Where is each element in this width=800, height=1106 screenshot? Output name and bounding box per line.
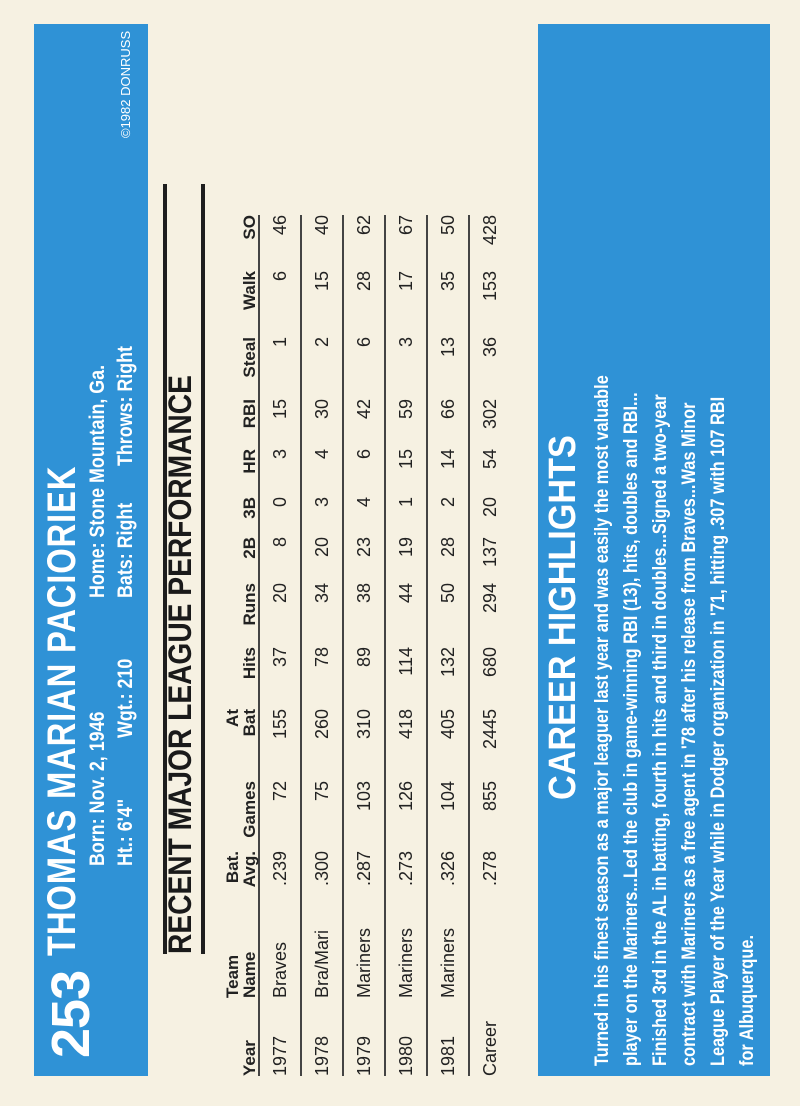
stats-cell-hits: 680 — [469, 647, 510, 709]
highlights-line: player on the Mariners...Led the club in game-winning RBI (13), hits, doubles and RBI... — [621, 392, 642, 1066]
stats-title: RECENT MAJOR LEAGUE PERFORMANCE — [162, 375, 198, 954]
card-number: 253 — [41, 970, 101, 1058]
stats-cell-rbi: 30 — [301, 399, 343, 449]
stats-cell-avg: .278 — [469, 851, 510, 906]
header-games: Games — [240, 781, 259, 838]
highlights-line: for Albuquerque. — [737, 934, 758, 1066]
stats-cell-doubles: 19 — [385, 537, 427, 583]
stats-cell-triples: 4 — [343, 497, 385, 537]
stats-cell-ab: 405 — [427, 709, 469, 781]
stats-cell-walk: 153 — [469, 271, 510, 337]
stats-cell-walk: 35 — [427, 271, 469, 337]
stats-cell-hits: 114 — [385, 647, 427, 709]
stats-cell-runs: 34 — [301, 583, 343, 647]
stats-cell-so: 50 — [427, 215, 469, 271]
highlights-title: CAREER HIGHLIGHTS — [542, 435, 584, 800]
header-runs: Runs — [240, 583, 259, 626]
stats-cell-walk: 6 — [259, 271, 301, 337]
stats-cell-games: 75 — [301, 781, 343, 851]
stats-cell-triples: 20 — [469, 497, 510, 537]
stats-cell-runs: 20 — [259, 583, 301, 647]
stats-cell-ab: 418 — [385, 709, 427, 781]
stats-cell-steal: 3 — [385, 337, 427, 399]
stats-cell-ab: 260 — [301, 709, 343, 781]
stats-cell-steal: 36 — [469, 337, 510, 399]
stats-table — [212, 215, 510, 1076]
stats-cell-runs: 294 — [469, 583, 510, 647]
header-steal: Steal — [240, 337, 259, 378]
copyright-text: ©1982 DONRUSS — [118, 30, 133, 138]
highlights-line: League Player of the Year while in Dodger organization in '71, hitting .307 with 107 RBI — [708, 396, 729, 1066]
header-hits: Hits — [240, 647, 259, 680]
stats-cell-avg: .300 — [301, 851, 343, 906]
stats-cell-runs: 44 — [385, 583, 427, 647]
stats-cell-doubles: 137 — [469, 537, 510, 583]
stats-cell-team: Braves — [259, 906, 301, 998]
stats-cell-so: 40 — [301, 215, 343, 271]
stats-cell-team: Mariners — [427, 906, 469, 998]
stats-cell-walk: 15 — [301, 271, 343, 337]
header-doubles: 2B — [240, 537, 259, 559]
stats-cell-hr: 54 — [469, 449, 510, 497]
stats-cell-ab: 155 — [259, 709, 301, 781]
stats-rule-bottom — [201, 184, 205, 954]
stats-cell-team: Bra/Mari — [301, 906, 343, 998]
stats-cell-triples: 1 — [385, 497, 427, 537]
stats-cell-avg: .239 — [259, 851, 301, 906]
stats-cell-rbi: 59 — [385, 399, 427, 449]
stats-cell-triples: 3 — [301, 497, 343, 537]
header-walk: Walk — [240, 271, 259, 311]
highlights-text — [588, 51, 762, 1066]
stats-row — [427, 215, 469, 1076]
stats-cell-avg: .326 — [427, 851, 469, 906]
header-team: Team Name — [223, 951, 259, 998]
stats-cell-rbi: 302 — [469, 399, 510, 449]
stats-cell-steal: 1 — [259, 337, 301, 399]
bio-height: Ht.: 6'4" — [114, 798, 137, 866]
bio-born: Born: Nov. 2, 1946 — [86, 711, 109, 866]
stats-cell-rbi: 42 — [343, 399, 385, 449]
stats-cell-rbi: 66 — [427, 399, 469, 449]
stats-cell-runs: 50 — [427, 583, 469, 647]
stats-cell-games: 103 — [343, 781, 385, 851]
stats-row — [385, 215, 427, 1076]
stats-cell-so: 428 — [469, 215, 510, 271]
stats-cell-avg: .273 — [385, 851, 427, 906]
stats-cell-hr: 6 — [343, 449, 385, 497]
stats-cell-steal: 2 — [301, 337, 343, 399]
highlights-line: Turned in his finest season as a major leaguer last year and was easily the most valuable — [592, 375, 613, 1066]
stats-cell-hits: 132 — [427, 647, 469, 709]
header-at-bat: At Bat — [223, 709, 259, 737]
bio-throws: Throws: Right — [114, 346, 137, 466]
stats-cell-doubles: 20 — [301, 537, 343, 583]
highlights-line: contract with Mariners as a free agent in '78 after his release from Braves...Was Minor — [679, 402, 700, 1066]
header-avg: Bat. Avg. — [223, 851, 259, 888]
header-year: Year — [240, 1040, 259, 1076]
stats-cell-steal: 6 — [343, 337, 385, 399]
stats-cell-year: 1980 — [385, 998, 427, 1076]
stats-cell-team: Mariners — [343, 906, 385, 998]
bio-bats: Bats: Right — [114, 502, 137, 598]
stats-row — [469, 215, 510, 1076]
stats-row — [301, 215, 343, 1076]
header-hr: HR — [240, 449, 259, 474]
stats-cell-year: 1979 — [343, 998, 385, 1076]
stats-cell-doubles: 23 — [343, 537, 385, 583]
stats-cell-walk: 17 — [385, 271, 427, 337]
player-name: THOMAS MARIAN PACIORIEK — [40, 465, 84, 956]
stats-cell-hits: 78 — [301, 647, 343, 709]
bio-home: Home: Stone Mountain, Ga. — [86, 364, 109, 598]
stats-cell-triples: 2 — [427, 497, 469, 537]
stats-cell-ab: 2445 — [469, 709, 510, 781]
stats-cell-games: 104 — [427, 781, 469, 851]
stats-cell-hr: 3 — [259, 449, 301, 497]
stats-cell-hr: 4 — [301, 449, 343, 497]
stats-cell-walk: 28 — [343, 271, 385, 337]
stats-cell-year: Career — [469, 998, 510, 1076]
stats-cell-team — [469, 906, 510, 998]
stats-row — [259, 215, 301, 1076]
stats-cell-triples: 0 — [259, 497, 301, 537]
stats-cell-so: 62 — [343, 215, 385, 271]
stats-cell-doubles: 8 — [259, 537, 301, 583]
stats-cell-team: Mariners — [385, 906, 427, 998]
stats-cell-doubles: 28 — [427, 537, 469, 583]
stats-cell-rbi: 15 — [259, 399, 301, 449]
stats-cell-games: 126 — [385, 781, 427, 851]
stats-cell-hr: 15 — [385, 449, 427, 497]
stats-cell-hr: 14 — [427, 449, 469, 497]
bio-weight: Wgt.: 210 — [114, 658, 137, 738]
header-so: SO — [240, 215, 259, 240]
stats-cell-runs: 38 — [343, 583, 385, 647]
stats-cell-so: 67 — [385, 215, 427, 271]
stats-header-row — [212, 215, 259, 1076]
highlights-line: Finished 3rd in the AL in batting, fourth in hits and third in doubles...Signed a two-year — [650, 394, 671, 1066]
stats-cell-hits: 37 — [259, 647, 301, 709]
stats-cell-so: 46 — [259, 215, 301, 271]
stats-cell-year: 1977 — [259, 998, 301, 1076]
stats-row — [343, 215, 385, 1076]
stats-cell-games: 855 — [469, 781, 510, 851]
header-triples: 3B — [240, 497, 259, 519]
stats-cell-games: 72 — [259, 781, 301, 851]
stats-cell-year: 1981 — [427, 998, 469, 1076]
stats-cell-steal: 13 — [427, 337, 469, 399]
stats-cell-hits: 89 — [343, 647, 385, 709]
header-rbi: RBI — [240, 399, 259, 429]
stats-cell-year: 1978 — [301, 998, 343, 1076]
stats-cell-ab: 310 — [343, 709, 385, 781]
stats-cell-avg: .287 — [343, 851, 385, 906]
